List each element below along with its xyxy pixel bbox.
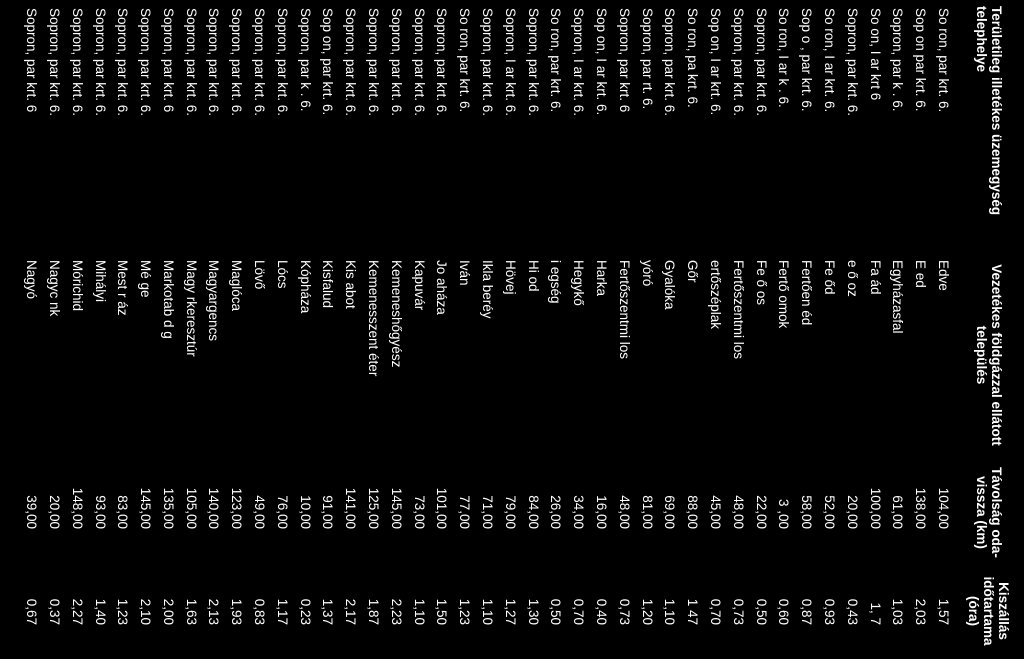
cell-distance: 100,00 — [867, 487, 883, 529]
cell-duration: 1,20 — [639, 598, 655, 625]
table-row — [772, 0, 795, 659]
cell-site: Sopron, par krt. 6. — [252, 8, 268, 117]
cell-duration: 0,50 — [548, 598, 564, 625]
cell-site: Sop on, I ar krt. 6. — [708, 8, 724, 116]
cell-distance: 61,00 — [890, 495, 906, 529]
cell-site: Sopron, par krt. 6. — [411, 8, 427, 117]
cell-settlement: Nagyó — [24, 260, 40, 300]
cell-distance: 10,00 — [297, 495, 313, 529]
cell-duration: 1,40 — [92, 598, 108, 625]
cell-distance: 22,00 — [753, 495, 769, 529]
cell-settlement: Markotab d g — [160, 260, 176, 339]
cell-settlement: Fertőszentmi los — [616, 260, 632, 360]
table-row — [225, 0, 248, 659]
cell-settlement: Mihályi — [92, 260, 108, 303]
table-row — [589, 0, 612, 659]
cell-settlement: Mórichid — [69, 260, 85, 312]
cell-distance: 34,00 — [571, 495, 587, 529]
table-row — [407, 0, 430, 659]
cell-site: So ron, I ar k . 6. — [776, 8, 792, 108]
cell-settlement: Edve — [936, 260, 951, 291]
cell-settlement: Lövő — [252, 260, 268, 290]
cell-distance: 3 ,00 — [776, 498, 792, 529]
table-row — [749, 0, 772, 659]
cell-duration: 1,30 — [525, 598, 541, 625]
cell-distance: 79,00 — [502, 495, 518, 529]
cell-duration: 1,23 — [115, 598, 131, 625]
table-row — [316, 0, 339, 659]
cell-settlement: e ő oz — [844, 260, 860, 297]
cell-site: So on, I ar krt 6 — [867, 8, 883, 101]
cell-settlement: Lócs — [274, 260, 290, 289]
table-row — [156, 0, 179, 659]
cell-duration: 0,43 — [844, 598, 860, 625]
cell-site: So ron, par krt. 6. — [457, 8, 473, 113]
cell-site: Sopron, par krt. 6. — [525, 8, 541, 117]
table-row — [111, 0, 134, 659]
cell-site: Sopron, par krt. 6. — [138, 8, 154, 117]
cell-site: So ron, I ar krt. 6. — [822, 8, 838, 113]
cell-site: Sopron, par krt. 6. — [730, 8, 746, 117]
table-row — [179, 0, 202, 659]
cell-site: Sopron, par krt. 6. — [753, 8, 769, 117]
table-row — [635, 0, 658, 659]
table-row — [475, 0, 498, 659]
cell-settlement: Kemeneshőgyész — [388, 260, 404, 368]
cell-site: Sopron, par krt. 6. — [844, 8, 860, 117]
cell-settlement: ertőszéplak — [708, 260, 724, 330]
cell-site: Sopron, par krt. 6. — [343, 8, 359, 117]
cell-duration: 1,57 — [936, 598, 951, 625]
cell-settlement: Kapuvár — [411, 260, 427, 311]
cell-site: Sopron, par krt. 6. — [388, 8, 404, 117]
cell-settlement: Fe őd — [822, 260, 838, 295]
cell-duration: 0,73 — [616, 598, 632, 625]
cell-distance: 93,00 — [92, 495, 108, 529]
table-row — [452, 0, 475, 659]
table-row — [65, 0, 88, 659]
cell-duration: 0,83 — [252, 598, 268, 625]
cell-settlement: E ed — [913, 260, 929, 288]
cell-site: Sopron, I ar krt. 6. — [571, 8, 587, 117]
cell-distance: 123,00 — [229, 487, 245, 529]
table-row — [703, 0, 726, 659]
cell-site: Sopron, par k . 6. — [297, 8, 313, 112]
cell-distance: 26,00 — [548, 495, 564, 529]
header-settlement: Vezetékes földgázzal ellátott település — [974, 264, 1004, 446]
cell-duration: 1,93 — [229, 598, 245, 625]
cell-site: Sopron, par krt. 6. — [434, 8, 450, 117]
cell-duration: 1,10 — [662, 598, 678, 625]
cell-duration: 2,03 — [913, 598, 929, 625]
cell-distance: 88,00 — [685, 495, 701, 529]
cell-distance: 145,00 — [138, 487, 154, 529]
cell-site: So ron, par krt. 6. — [548, 8, 564, 113]
table-row — [544, 0, 567, 659]
cell-duration: 2,27 — [69, 598, 85, 625]
cell-settlement: Kópháza — [297, 260, 313, 314]
cell-settlement: Fe ő os — [753, 260, 769, 306]
cell-site: Sop on, I ar krt. 6. — [594, 8, 610, 116]
cell-site: Sopron, par krt. 6. — [229, 8, 245, 117]
cell-distance: 140,00 — [206, 487, 222, 529]
cell-settlement: Gőr — [685, 260, 701, 283]
table-row — [726, 0, 749, 659]
cell-settlement: Magyargencs — [206, 260, 222, 342]
cell-settlement: Hegykő — [571, 260, 587, 306]
cell-duration: 2,00 — [160, 598, 176, 625]
cell-site: Sopron, I ar krt. 6. — [502, 8, 518, 117]
cell-distance: 141,00 — [343, 487, 359, 529]
cell-distance: 20,00 — [844, 495, 860, 529]
cell-duration: 0,73 — [730, 598, 746, 625]
cell-site: Sopron, par k . 6. — [890, 8, 906, 112]
table-row — [886, 0, 909, 659]
cell-duration: 1,87 — [366, 598, 382, 625]
cell-duration: 0,50 — [753, 598, 769, 625]
cell-settlement: Hövej — [502, 260, 518, 295]
cell-settlement: i egség — [548, 260, 564, 304]
cell-distance: 58,00 — [799, 495, 815, 529]
cell-settlement: Egyházasfal — [890, 260, 906, 334]
cell-distance: 71,00 — [480, 495, 496, 529]
cell-distance: 91,00 — [320, 495, 336, 529]
cell-site: Sopron, par krt. 6 — [616, 8, 632, 113]
cell-duration: 1,27 — [502, 598, 518, 625]
cell-site: Sopron, par krt. 6. — [46, 8, 62, 117]
table-row — [19, 0, 42, 659]
header-site: Területileg illetékes üzemegység telephelye — [974, 6, 1004, 216]
cell-site: Sopron, par krt. 6. — [69, 8, 85, 117]
table-row — [680, 0, 703, 659]
cell-duration: 1, 7 — [867, 602, 883, 625]
table-row — [498, 0, 521, 659]
table-row — [794, 0, 817, 659]
cell-distance: 135,00 — [160, 487, 176, 529]
cell-site: Sopron, par krt. 6. — [274, 8, 290, 117]
cell-duration: 2,17 — [343, 598, 359, 625]
cell-duration: 0,87 — [799, 598, 815, 625]
cell-settlement: Kis abot — [343, 260, 359, 309]
cell-duration: 1,10 — [480, 598, 496, 625]
table-row — [384, 0, 407, 659]
cell-duration: 0,60 — [776, 598, 792, 625]
cell-distance: 77,00 — [457, 495, 473, 529]
cell-settlement: yóró — [639, 260, 655, 287]
cell-duration: 2,13 — [206, 598, 222, 625]
cell-settlement: Magy rkeresztúr — [183, 260, 199, 357]
cell-site: Sop o , par krt. 6. — [799, 8, 815, 112]
cell-duration: 1,17 — [274, 598, 290, 625]
table-row — [293, 0, 316, 659]
cell-duration: 1,10 — [411, 598, 427, 625]
cell-distance: 69,00 — [662, 495, 678, 529]
cell-settlement: Fertő omok — [776, 260, 792, 329]
cell-settlement: Fertően éd — [799, 260, 815, 326]
table-row — [338, 0, 361, 659]
table-row — [430, 0, 453, 659]
cell-settlement: Gyalóka — [662, 260, 678, 310]
table-row — [931, 0, 954, 659]
cell-site: Sopron, par krt. 6. — [92, 8, 108, 117]
table-row — [908, 0, 931, 659]
cell-distance: 83,00 — [115, 495, 131, 529]
cell-settlement: Hi od — [525, 260, 541, 292]
cell-duration: 0,40 — [594, 598, 610, 625]
cell-distance: 49,00 — [252, 495, 268, 529]
cell-distance: 52,00 — [822, 495, 838, 529]
table-row — [247, 0, 270, 659]
cell-duration: 1,37 — [320, 598, 336, 625]
cell-settlement: Kisfalud — [320, 260, 336, 309]
table-row — [42, 0, 65, 659]
cell-distance: 16,00 — [594, 495, 610, 529]
cell-settlement: Maglóca — [229, 260, 245, 312]
cell-duration: 1,50 — [434, 598, 450, 625]
cell-distance: 148,00 — [69, 487, 85, 529]
cell-site: Sopron, par krt. 6. — [366, 8, 382, 117]
table-row — [521, 0, 544, 659]
cell-settlement: Iván — [457, 260, 473, 286]
table-row — [658, 0, 681, 659]
cell-settlement: Fertőszentmi los — [730, 260, 746, 360]
header-duration: Kiszállás időtartama (óra) — [966, 576, 1012, 646]
cell-duration: 1,63 — [183, 598, 199, 625]
cell-duration: 0,23 — [297, 598, 313, 625]
cell-duration: 0,70 — [708, 598, 724, 625]
cell-settlement: Mest r áz — [115, 260, 131, 316]
cell-distance: 125,00 — [366, 487, 382, 529]
cell-distance: 20,00 — [46, 495, 62, 529]
cell-site: Sopron, par krt. 6. — [480, 8, 496, 117]
cell-distance: 48,00 — [730, 495, 746, 529]
table-row — [566, 0, 589, 659]
cell-distance: 81,00 — [639, 495, 655, 529]
table-row — [202, 0, 225, 659]
cell-duration: 1,03 — [890, 598, 906, 625]
cell-distance: 45,00 — [708, 495, 724, 529]
cell-duration: 1,23 — [457, 598, 473, 625]
table-header-row — [954, 0, 1022, 659]
cell-site: So ron, pa krt. 6. — [685, 8, 701, 108]
cell-duration: 1 47 — [685, 598, 701, 625]
cell-settlement: Nagyc nk — [46, 260, 62, 317]
table-row — [133, 0, 156, 659]
cell-distance: 84,00 — [525, 495, 541, 529]
cell-duration: 0,93 — [822, 598, 838, 625]
cell-settlement: Ikla beréy — [480, 260, 496, 319]
cell-duration: 2,10 — [138, 598, 154, 625]
cell-settlement: Kemenesszent éter — [366, 260, 382, 377]
header-distance: Távolság oda-vissza (km) — [974, 467, 1004, 558]
cell-site: Sopron, par krt. 6. — [206, 8, 222, 117]
table-row — [840, 0, 863, 659]
cell-distance: 138,00 — [913, 487, 929, 529]
cell-distance: 145,00 — [388, 487, 404, 529]
cell-duration: 0,70 — [571, 598, 587, 625]
cell-site: Sop on, par krt. 6. — [320, 8, 336, 116]
cell-distance: 73,00 — [411, 495, 427, 529]
cell-distance: 101,00 — [434, 487, 450, 529]
table-row — [88, 0, 111, 659]
cell-site: Sopron, par krt. 6 — [24, 8, 40, 113]
cell-site: Sopron, par krt. 6 — [160, 8, 176, 113]
cell-site: Sopron, par krt. 6. — [183, 8, 199, 117]
cell-settlement: Mé ge — [138, 260, 154, 298]
cell-duration: 0,67 — [24, 598, 40, 625]
table-row — [270, 0, 293, 659]
cell-distance: 105,00 — [183, 487, 199, 529]
cell-settlement: Fa ád — [867, 260, 883, 295]
cell-duration: 2,23 — [388, 598, 404, 625]
cell-distance: 48,00 — [616, 495, 632, 529]
table-row — [361, 0, 384, 659]
cell-site: Sopron, par krt. 6. — [115, 8, 131, 117]
table-row — [863, 0, 886, 659]
cell-site: Sopron, par rt. 6. — [639, 8, 655, 110]
cell-settlement: Harka — [594, 260, 610, 297]
distance-table — [19, 0, 1022, 659]
cell-site: Sop on par krt. 6. — [913, 8, 929, 112]
cell-settlement: Jo aháza — [434, 260, 450, 315]
table-row — [817, 0, 840, 659]
table-row — [612, 0, 635, 659]
cell-distance: 39,00 — [24, 495, 40, 529]
cell-distance: 76,00 — [274, 495, 290, 529]
cell-duration: 0,37 — [46, 598, 62, 625]
cell-site: So ron, par krt. 6. — [936, 8, 951, 113]
cell-site: Sopron, par krt. 6. — [662, 8, 678, 117]
cell-distance: 104,00 — [936, 487, 951, 529]
